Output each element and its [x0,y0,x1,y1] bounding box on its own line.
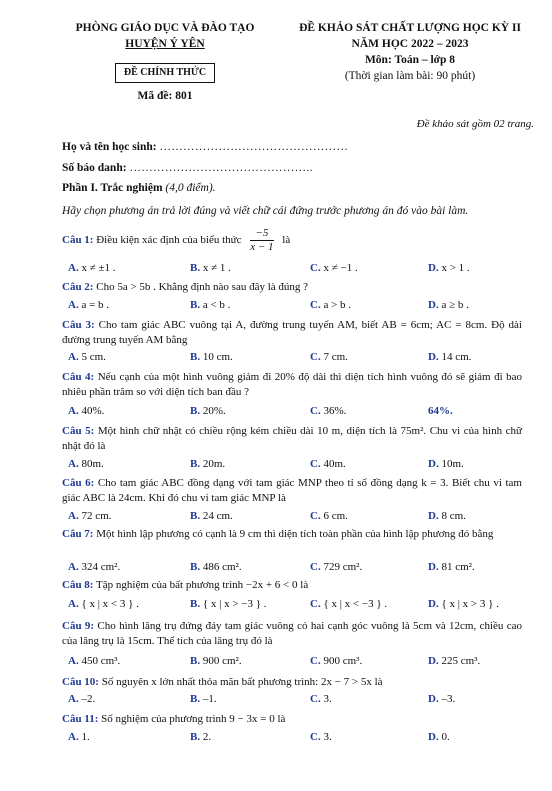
subject-line: Môn: Toán – lớp 8 [364,54,456,66]
header-right [285,20,535,84]
question-number: Câu 10: [62,676,99,688]
question-2 [62,280,522,295]
school-year: NĂM HỌC 2022 – 2023 [351,38,469,50]
option-a[interactable]: A. 40%. [68,405,105,417]
question-text: Một hình chữ nhật có chiều rộng kém chiều dài 10 m, diện tích là 75m². Chu vi của hình chữ nhật đó là [62,425,522,452]
option-b[interactable]: B. a < b . [190,299,231,311]
student-name-blank: ………………………………………… [159,141,349,153]
header-left [50,20,280,104]
options-question-4 [62,405,522,420]
options-question-9 [62,655,522,670]
question-number: Câu 7: [62,528,94,540]
option-b[interactable]: B. –1. [190,693,217,705]
option-a[interactable]: A. { x | x < 3 } . [68,598,139,610]
student-name-label: Họ và tên học sinh: [62,141,157,153]
fraction-denominator: x − 1 [250,241,274,253]
option-d[interactable]: D. a ≥ b . [428,299,469,311]
option-b[interactable]: B. 10 cm. [190,351,233,363]
student-id-label: Số báo danh: [62,162,127,174]
options-question-6 [62,510,522,525]
question-text: Cho tam giác ABC đồng dạng với tam giác MNP theo tỉ số đồng dạng k = 3. Biết chu vi tam giác ABC là 24cm. Khi đó chu vi tam giác MNP là [62,477,522,504]
options-question-2 [62,299,522,314]
option-a[interactable]: A. –2. [68,693,96,705]
option-d[interactable]: D. 14 cm. [428,351,472,363]
question-9 [62,619,522,649]
question-number: Câu 9: [62,620,95,632]
option-c[interactable]: C. 40m. [310,458,346,470]
student-name-line [62,141,348,153]
question-text: Nếu cạnh của một hình vuông giảm đi 20% độ dài thì diện tích hình vuông đó sẽ giảm đi bao nhiêu phần trăm so với diện tích ban đầu ? [62,371,523,398]
option-d[interactable]: D. x > 1 . [428,262,470,274]
option-b[interactable]: B. x ≠ 1 . [190,262,231,274]
option-b[interactable]: B. 20m. [190,458,226,470]
district-name: HUYỆN Ý YÊN [125,38,205,50]
option-c[interactable]: C. 3. [310,693,332,705]
question-number: Câu 8: [62,579,94,591]
option-b[interactable]: B. 486 cm². [190,561,242,573]
question-text: Cho 5a > 5b . Khẳng định nào sau đây là đúng ? [96,281,309,293]
question-number: Câu 6: [62,477,95,489]
option-c[interactable]: C. 7 cm. [310,351,348,363]
question-number: Câu 2: [62,281,94,293]
option-d[interactable]: D. 225 cm³. [428,655,481,667]
option-a[interactable]: A. 324 cm². [68,561,121,573]
question-text: Số nghiệm của phương trình 9 − 3x = 0 là [101,713,286,725]
question-8 [62,578,522,593]
option-b[interactable]: B. 2. [190,731,212,743]
option-a[interactable]: A. a = b . [68,299,110,311]
question-number: Câu 11: [62,713,99,725]
pages-note: Đề khảo sát gồm 02 trang. [416,118,534,130]
option-a[interactable]: A. 72 cm. [68,510,112,522]
question-text: Cho hình lăng trụ đứng đáy tam giác vuông có hai cạnh góc vuông là 5cm và 12cm, chiều cao của lăng trụ là 15cm. Thể tích của lăng trụ đó là [62,620,522,647]
question-text: Tập nghiệm của bất phương trình −2x + 6 < 0 là [96,579,309,591]
option-d[interactable]: D. 8 cm. [428,510,466,522]
option-c[interactable]: C. 3. [310,731,332,743]
option-d[interactable]: D. 10m. [428,458,464,470]
question-text-tail: là [282,234,291,247]
question-text: Điều kiện xác định của biểu thức [96,234,242,247]
fraction-numerator: −5 [250,227,273,241]
option-d[interactable]: D. { x | x > 3 } . [428,598,499,610]
option-c[interactable]: C. 6 cm. [310,510,348,522]
question-1 [62,227,522,254]
question-number: Câu 4: [62,371,95,383]
option-b[interactable]: B. 900 cm². [190,655,242,667]
question-number: Câu 5: [62,425,95,437]
option-a[interactable]: A. 450 cm³. [68,655,121,667]
question-5 [62,424,522,454]
question-3 [62,318,522,348]
part-instruction: Hãy chọn phương án trả lời đúng và viết chữ cái đứng trước phương án đó vào bài làm. [62,205,469,217]
options-question-5 [62,458,522,473]
options-question-7 [62,561,522,576]
option-b[interactable]: B. 20%. [190,405,226,417]
option-a[interactable]: A. 5 cm. [68,351,106,363]
option-c[interactable]: C. a > b . [310,299,352,311]
option-c[interactable]: C. { x | x < −3 } . [310,598,388,610]
question-10 [62,675,522,690]
options-question-3 [62,351,522,366]
fraction [250,227,273,254]
question-number: Câu 1: [62,234,94,247]
option-c[interactable]: C. 36%. [310,405,347,417]
option-c[interactable]: C. 729 cm². [310,561,363,573]
options-question-8 [62,598,522,613]
department-name: PHÒNG GIÁO DỤC VÀ ĐÀO TẠO [75,22,255,34]
student-id-line [62,162,313,174]
option-d[interactable]: D. 0. [428,731,450,743]
options-question-11 [62,731,522,746]
question-7 [62,527,522,542]
question-11 [62,712,522,727]
part-points: (4,0 điểm). [165,182,216,194]
option-a[interactable]: A. x ≠ ±1 . [68,262,116,274]
part-title: Phần I. Trắc nghiệm [62,182,163,194]
option-c[interactable]: C. x ≠ −1 . [310,262,358,274]
time-line: (Thời gian làm bài: 90 phút) [344,70,476,82]
option-c[interactable]: C. 900 cm³. [310,655,363,667]
exam-code: Mã đề: 801 [137,90,193,102]
option-b[interactable]: B. { x | x > −3 } . [190,598,267,610]
part-heading [62,182,216,194]
question-text: Cho tam giác ABC vuông tại A, đường trung tuyến AM, biết AB = 6cm; AC = 8cm. Độ dài đường trung tuyến AM bằng [62,319,522,346]
question-4 [62,370,522,400]
question-text: Số nguyên x lớn nhất thỏa mãn bất phương trình: 2x − 7 > 5x là [101,676,383,688]
exam-title: ĐỀ KHẢO SÁT CHẤT LƯỢNG HỌC KỲ II [299,22,521,34]
option-a[interactable]: A. 80m. [68,458,104,470]
option-d[interactable]: 64%. [428,405,453,417]
question-6 [62,476,522,506]
question-number: Câu 3: [62,319,95,331]
option-d[interactable]: D. 81 cm². [428,561,475,573]
official-badge: ĐỀ CHÍNH THỨC [115,63,215,83]
options-question-10 [62,693,522,708]
option-a[interactable]: A. 1. [68,731,90,743]
option-d[interactable]: D. –3. [428,693,456,705]
student-id-blank: ……………………………………….. [129,162,313,174]
question-text: Một hình lập phương có cạnh là 9 cm thì diện tích toàn phần của hình lập phương đó bằng [96,528,494,540]
options-question-1 [62,262,522,277]
option-b[interactable]: B. 24 cm. [190,510,233,522]
